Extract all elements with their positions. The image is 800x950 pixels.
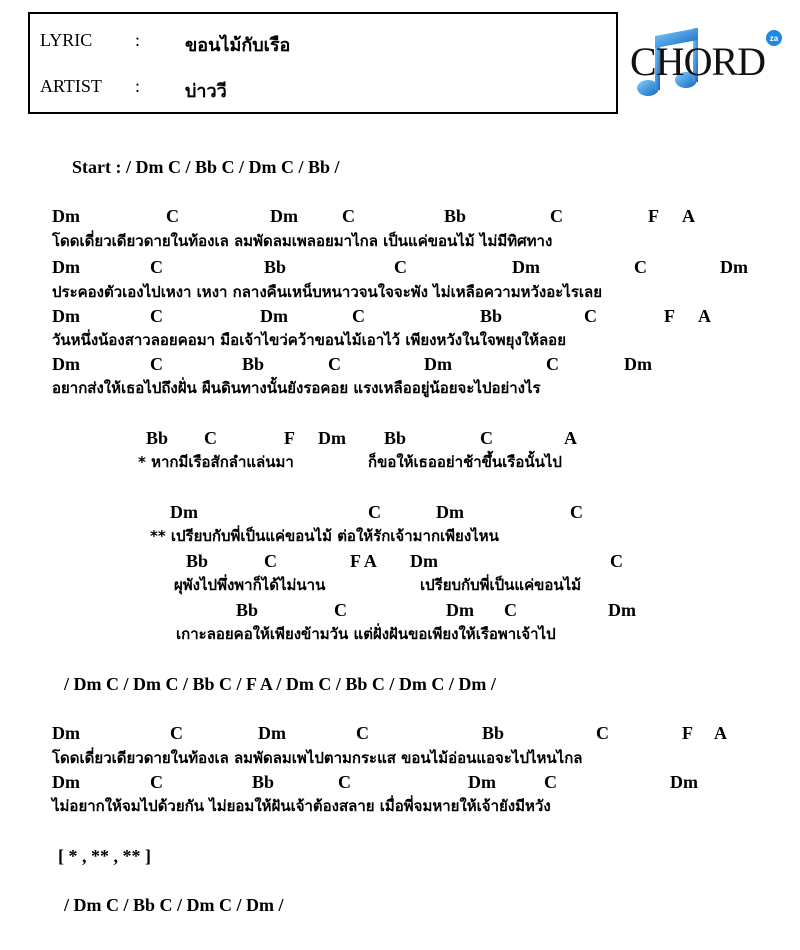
artist-colon: :	[135, 76, 141, 96]
lyric-line: เกาะลอยคอให้เพียงข้ามวัน แต่ฝั่งฝันขอเพียงให้เรือพาเจ้าไป	[176, 625, 556, 643]
chord: Dm	[52, 306, 80, 326]
chord: Dm	[52, 723, 80, 743]
chord: Dm	[720, 257, 748, 277]
chord: Dm	[624, 354, 652, 374]
chord: C	[334, 600, 347, 620]
chord: Dm	[52, 257, 80, 277]
chord: Dm	[52, 772, 80, 792]
lyric-line: ** เปรียบกับพี่เป็นแค่ขอนไม้ ต่อให้รักเจ้ามากเพียงไหน	[150, 527, 499, 545]
artist-name: บ่าววี	[185, 81, 227, 102]
chord: C	[338, 772, 351, 792]
chord: Dm	[258, 723, 286, 743]
chord: C	[570, 502, 583, 522]
chord: Bb	[252, 772, 275, 792]
chord: Dm	[270, 206, 298, 226]
chord: C	[596, 723, 609, 743]
chord: A	[698, 306, 711, 326]
chord: C	[634, 257, 647, 277]
chord: C	[264, 551, 277, 571]
chord: F	[648, 206, 659, 226]
lyric-line: ผุพังไปพึ่งพาก็ได้ไม่นาน	[174, 576, 326, 594]
chord: F A	[350, 551, 377, 571]
repeat-instruction: [ * , ** , ** ]	[58, 846, 151, 866]
chord: F	[284, 428, 295, 448]
chord: Bb	[146, 428, 169, 448]
chord: A	[564, 428, 577, 448]
lyric-line: โดดเดี่ยวเดียวดายในท้องเล ลมพัดลมเพไปตามกระแส ขอนไม้อ่อนแอจะไปไหนไกล	[52, 749, 583, 767]
chord: C	[150, 257, 163, 277]
logo-text: CHORD	[630, 39, 766, 84]
chord: Bb	[444, 206, 467, 226]
chord: Bb	[186, 551, 209, 571]
chord: Bb	[480, 306, 503, 326]
lyric-label: LYRIC	[40, 30, 93, 50]
chord: F	[682, 723, 693, 743]
chord: C	[368, 502, 381, 522]
chord: Bb	[242, 354, 265, 374]
chord: F	[664, 306, 675, 326]
chord: A	[682, 206, 695, 226]
chord: Dm	[468, 772, 496, 792]
chord: Bb	[264, 257, 287, 277]
chord: C	[394, 257, 407, 277]
chord: Dm	[410, 551, 438, 571]
chord: Dm	[170, 502, 198, 522]
logo-badge: za	[769, 34, 779, 43]
chord: C	[584, 306, 597, 326]
chord: Dm	[52, 206, 80, 226]
chord: C	[504, 600, 517, 620]
artist-label: ARTIST	[40, 76, 102, 96]
chord: C	[328, 354, 341, 374]
chord: Dm	[318, 428, 346, 448]
chord: C	[610, 551, 623, 571]
chord: C	[166, 206, 179, 226]
lyric-line: โดดเดี่ยวเดียวดายในท้องเล ลมพัดลมเพลอยมาไกล เป็นแค่ขอนไม้ ไม่มีทิศทาง	[52, 232, 553, 250]
chord: Dm	[512, 257, 540, 277]
chord: Dm	[608, 600, 636, 620]
lyric-line: ไม่อยากให้จมไปด้วยกัน ไม่ยอมให้ฝันเจ้าต้องสลาย เมื่อพี่จมหายให้เจ้ายังมีหวัง	[52, 797, 551, 815]
chord: C	[342, 206, 355, 226]
chord: C	[352, 306, 365, 326]
chord: Dm	[436, 502, 464, 522]
chord: C	[546, 354, 559, 374]
lyric-colon: :	[135, 30, 141, 50]
chord: C	[204, 428, 217, 448]
chord: Bb	[236, 600, 259, 620]
song-title: ขอนไม้กับเรือ	[185, 35, 291, 56]
lyric-line: ประคองตัวเองไปเหงา เหงา กลางคืนเหน็บหนาวจนใจจะพัง ไม่เหลือความหวังอะไรเลย	[52, 283, 603, 301]
chord: C	[150, 772, 163, 792]
song-info-box	[28, 12, 618, 114]
chord: C	[150, 306, 163, 326]
lyric-line: ก็ขอให้เธออย่าช้าขึ้นเรือนั้นไป	[368, 453, 562, 471]
lyric-line: วันหนึ่งน้องสาวลอยคอมา มือเจ้าไขว่คว้าขอนไม้เอาไว้ เพียงหวังในใจพยุงให้ลอย	[52, 331, 566, 349]
chord: A	[714, 723, 727, 743]
chord: C	[550, 206, 563, 226]
chord: C	[356, 723, 369, 743]
chord: Dm	[52, 354, 80, 374]
chord: C	[544, 772, 557, 792]
chord: Dm	[260, 306, 288, 326]
lyric-line: * หากมีเรือสักลำแล่นมา	[138, 453, 294, 471]
chord: Bb	[482, 723, 505, 743]
lyric-line: เปรียบกับพี่เป็นแค่ขอนไม้	[420, 576, 582, 594]
chord: C	[150, 354, 163, 374]
chord: C	[480, 428, 493, 448]
start-progression: Start : / Dm C / Bb C / Dm C / Bb /	[72, 157, 340, 177]
interlude-progression: / Dm C / Dm C / Bb C / F A / Dm C / Bb C / Dm C / Dm /	[64, 674, 496, 694]
chord: C	[170, 723, 183, 743]
outro-progression: / Dm C / Bb C / Dm C / Dm /	[64, 895, 284, 915]
lyric-line: อยากส่งให้เธอไปถึงฝั่น ผืนดินทางนั้นยังรอคอย แรงเหลืออยู่น้อยจะไปอย่างไร	[52, 379, 541, 397]
chord: Bb	[384, 428, 407, 448]
chord: Dm	[424, 354, 452, 374]
chord: Dm	[670, 772, 698, 792]
chord: Dm	[446, 600, 474, 620]
